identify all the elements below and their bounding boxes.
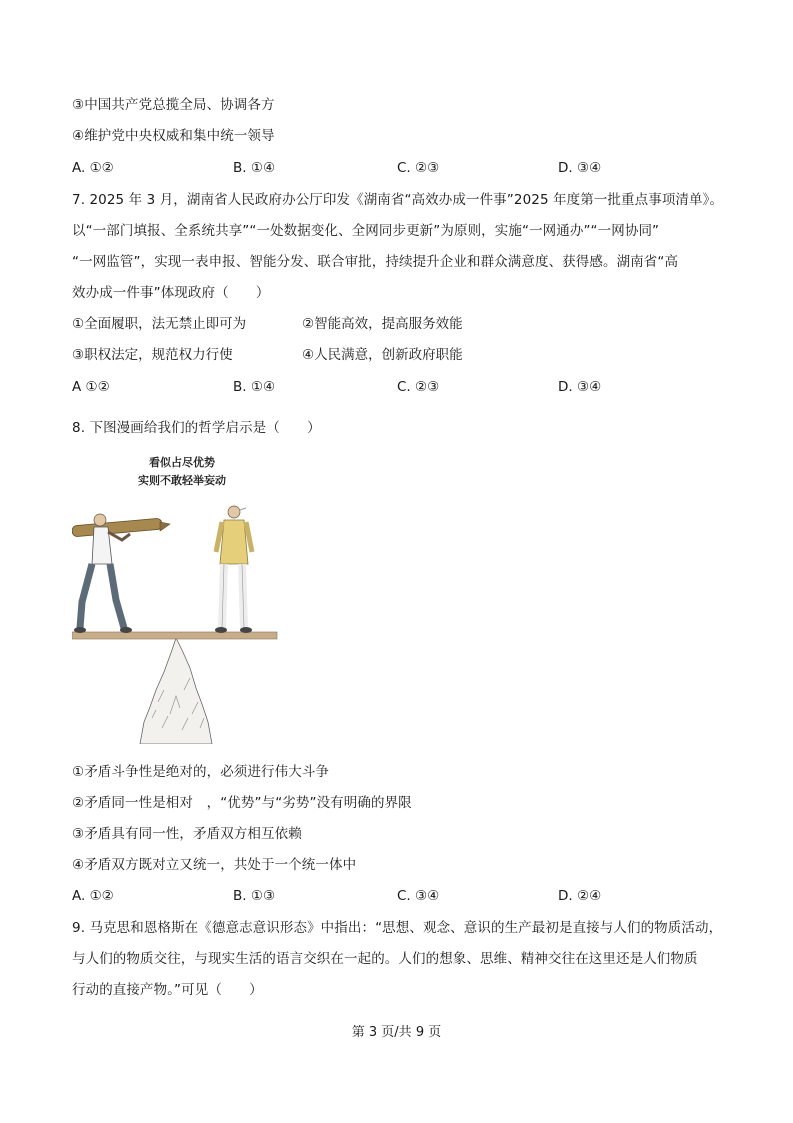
q7-line-3: “一网监管”，实现一表申报、智能分发、联合审批，持续提升企业和群众满意度、获得感。湖南省“高 bbox=[72, 254, 679, 270]
q7-line-4: 效办成一件事”体现政府（ ） bbox=[72, 285, 270, 301]
q7-option-c[interactable]: C. ②③ bbox=[397, 379, 440, 395]
q7-statements-row-2 bbox=[72, 345, 722, 365]
cartoon-caption-1: 看似占尽优势 bbox=[149, 456, 215, 469]
q8-option-a[interactable]: A. ①② bbox=[72, 888, 114, 904]
seesaw-plank bbox=[72, 632, 277, 639]
q8-options-row bbox=[72, 886, 722, 906]
option-c[interactable]: C. ②③ bbox=[397, 160, 440, 176]
q7-options-row bbox=[72, 377, 722, 397]
statement-4: ④维护党中央权威和集中统一领导 bbox=[72, 128, 275, 144]
options-row bbox=[72, 158, 722, 178]
q8-statement-1: ①矛盾斗争性是绝对的，必须进行伟大斗争 bbox=[72, 764, 330, 780]
option-a[interactable]: A. ①② bbox=[72, 160, 114, 176]
q7-statement-4: ④人民满意，创新政府职能 bbox=[302, 347, 463, 363]
q9-line-1: 9. 马克思和恩格斯在《德意志意识形态》中指出：“思想、观念、意识的生产最初是直接与人们的物质活动， bbox=[72, 920, 723, 936]
page-number: 第 3 页/共 9 页 bbox=[351, 1025, 442, 1040]
cartoon-caption-2: 实则不敢轻举妄动 bbox=[138, 474, 226, 487]
q8-statement-3: ③矛盾具有同一性，矛盾双方相互依赖 bbox=[72, 826, 302, 842]
q7-statement-1: ①全面履职，法无禁止即可为 bbox=[72, 316, 247, 332]
q7-option-b[interactable]: B. ①④ bbox=[233, 379, 276, 395]
q7-statement-2: ②智能高效，提高服务效能 bbox=[302, 316, 463, 332]
q7-option-a[interactable]: A ①② bbox=[72, 379, 110, 395]
q9-line-3: 行动的直接产物。”可见（ ） bbox=[72, 982, 263, 998]
q8-option-b[interactable]: B. ①③ bbox=[233, 888, 276, 904]
q7-statement-3: ③职权法定，规范权力行使 bbox=[72, 347, 233, 363]
option-d[interactable]: D. ③④ bbox=[558, 160, 602, 176]
q8-statement-4: ④矛盾双方既对立又统一，共处于一个统一体中 bbox=[72, 857, 357, 873]
q7-line-2: 以“一部门填报、全系统共享”“一处数据变化、全网同步更新”为原则，实施“一网通办”“一网协同” bbox=[72, 223, 660, 239]
statement-3: ③中国共产党总揽全局、协调各方 bbox=[72, 97, 275, 113]
q9-line-2: 与人们的物质交往，与现实生活的语言交织在一起的。人们的想象、思维、精神交往在这里还是人们物质 bbox=[72, 951, 698, 967]
q7-line-1: 7. 2025 年 3 月，湖南省人民政府办公厅印发《湖南省“高效办成一件事”2025 年度第一批重点事项清单》。 bbox=[72, 192, 724, 208]
option-b[interactable]: B. ①④ bbox=[233, 160, 276, 176]
q8-stem: 8. 下图漫画给我们的哲学启示是（ ） bbox=[72, 420, 321, 436]
q7-option-d[interactable]: D. ③④ bbox=[558, 379, 602, 395]
q7-statements-row-1 bbox=[72, 314, 722, 334]
cartoon-image bbox=[72, 452, 282, 744]
q8-option-c[interactable]: C. ③④ bbox=[397, 888, 440, 904]
q8-option-d[interactable]: D. ②④ bbox=[558, 888, 602, 904]
q8-statement-2: ②矛盾同一性是相对 ，“优势”与“劣势”没有明确的界限 bbox=[72, 795, 412, 811]
